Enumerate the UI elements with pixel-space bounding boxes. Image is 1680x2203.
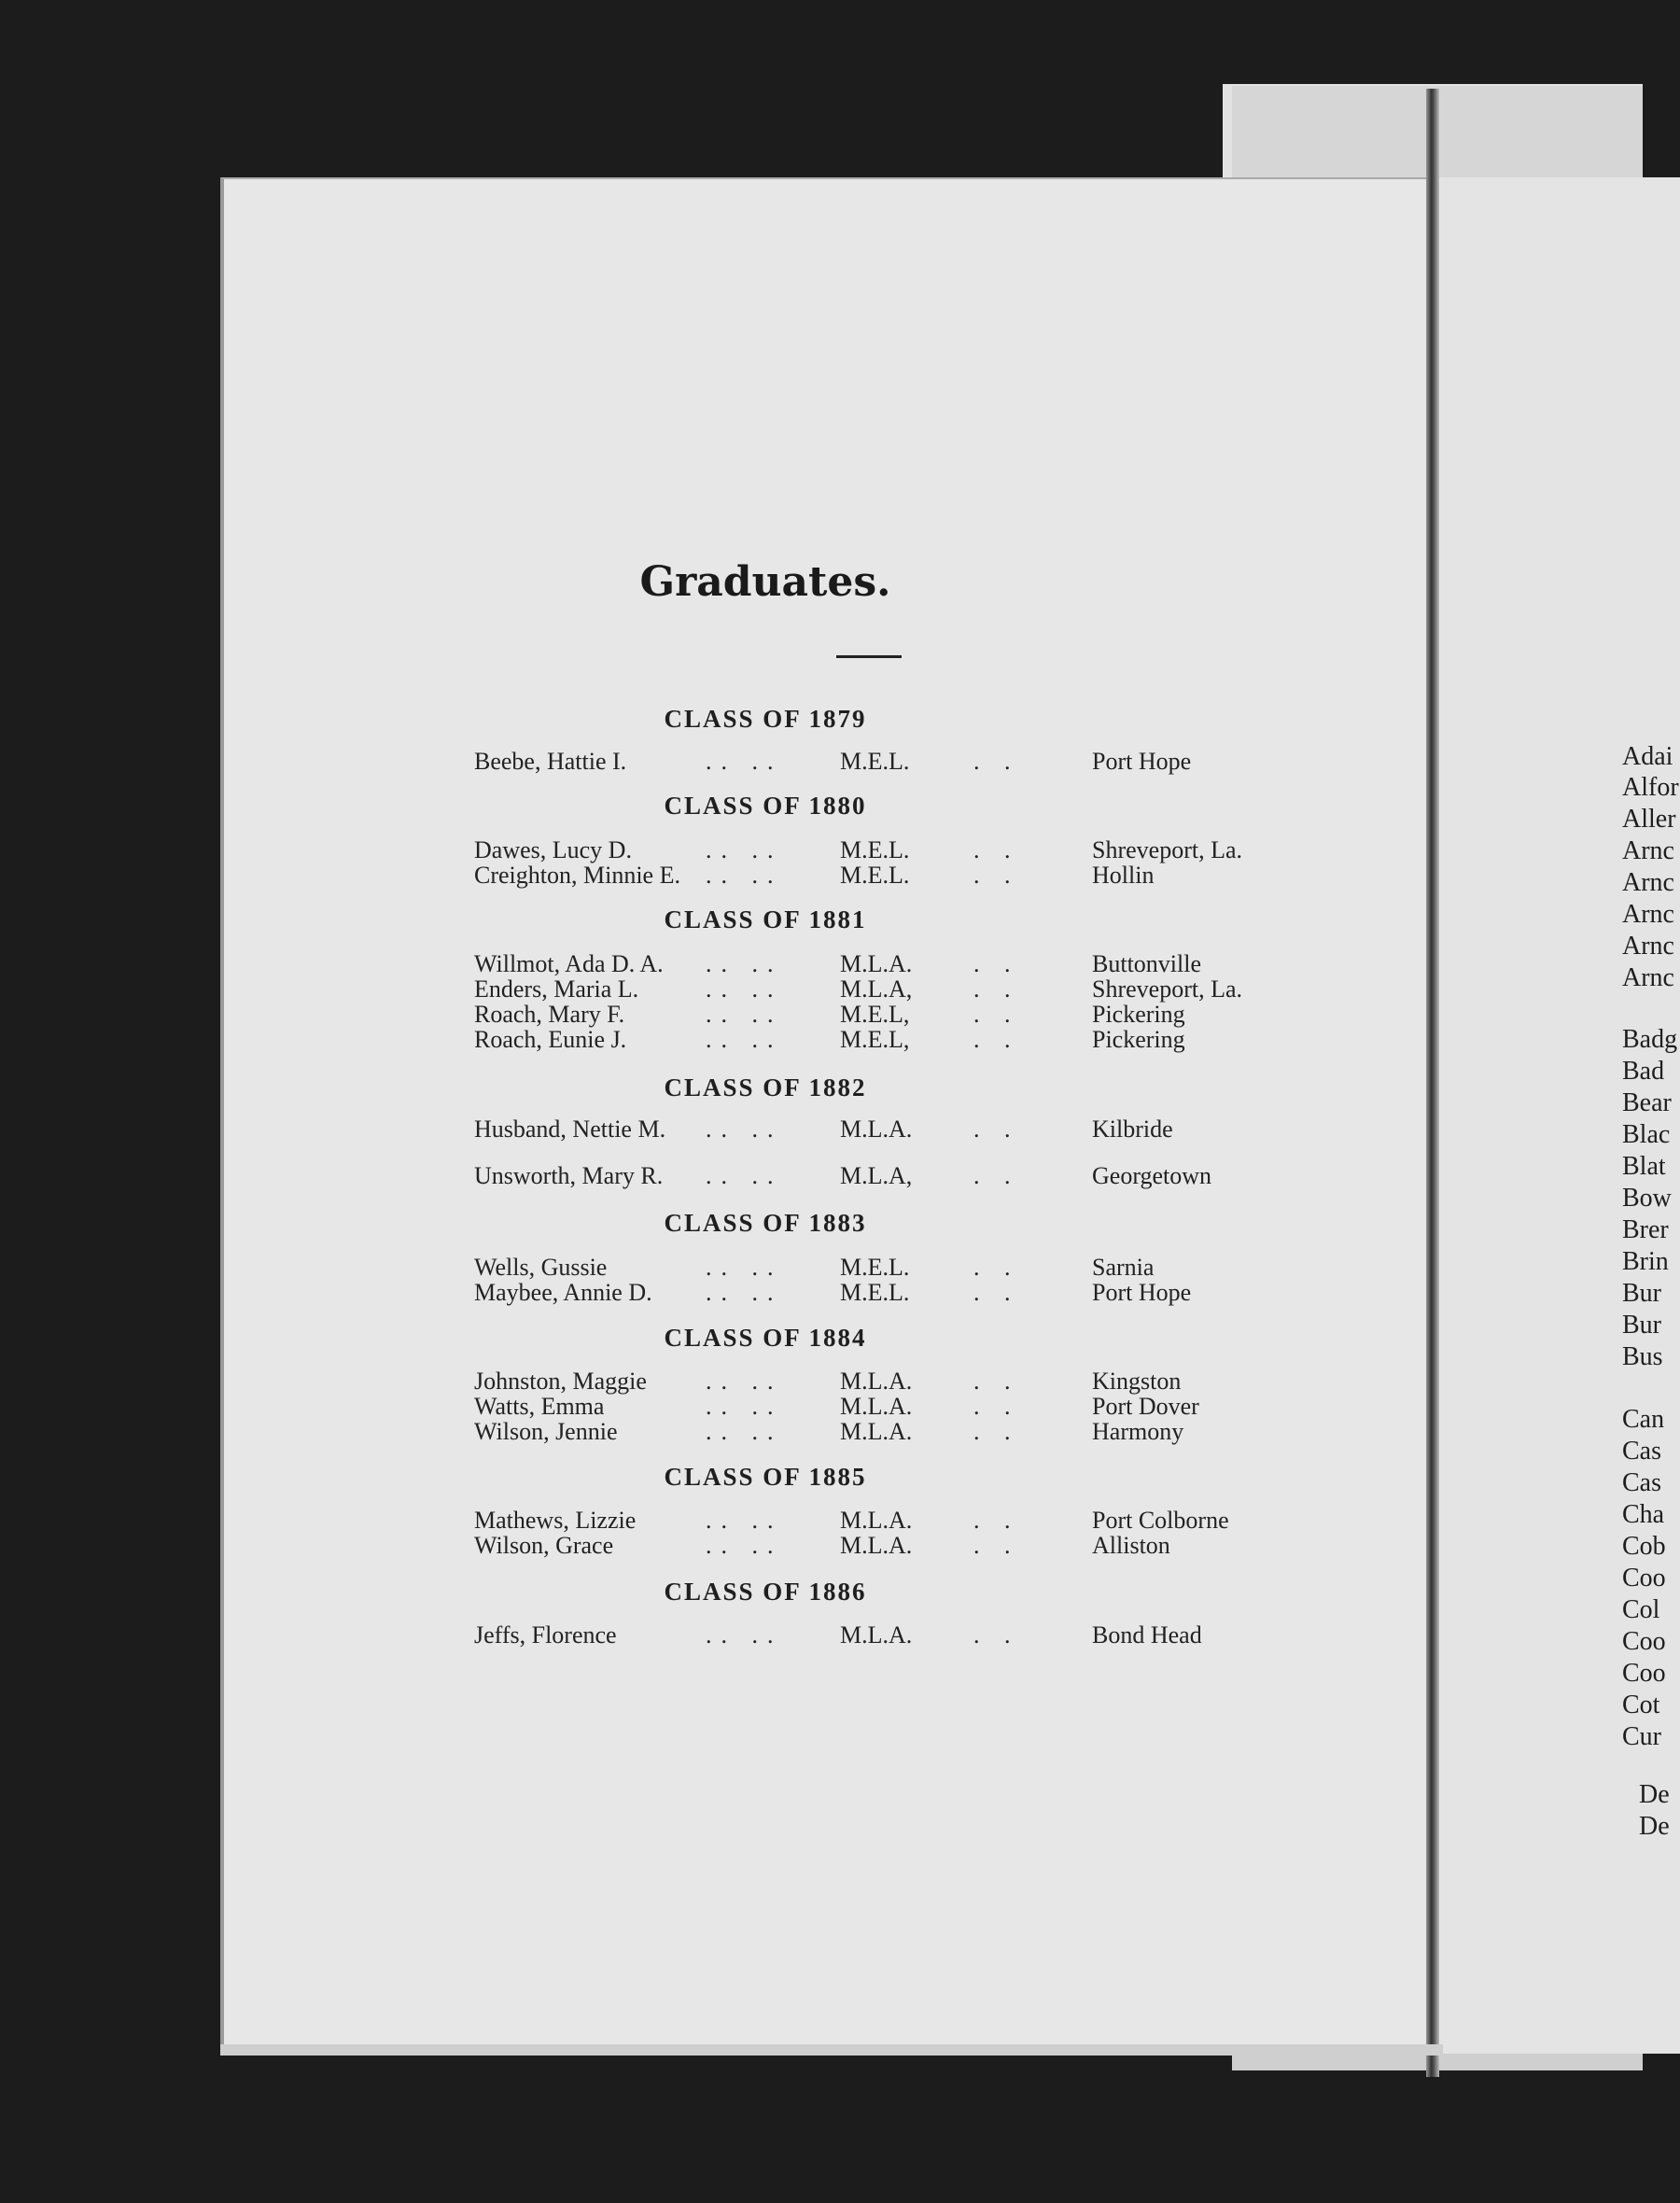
facing-page-word: Arnc — [1622, 932, 1674, 961]
graduate-name: Watts, Emma — [474, 1393, 605, 1420]
facing-page-word: Brer — [1622, 1215, 1669, 1244]
graduate-place: Bond Head — [1092, 1621, 1202, 1649]
facing-page-word: Cas — [1622, 1437, 1661, 1466]
graduate-entry — [474, 748, 1314, 776]
graduate-place: Alliston — [1092, 1532, 1170, 1559]
graduate-place: Kingston — [1092, 1368, 1182, 1395]
class-heading: CLASS OF 1885 — [664, 1463, 867, 1491]
leader-dots: .. .. — [706, 1026, 783, 1053]
class-heading: CLASS OF 1881 — [664, 905, 867, 933]
leader-dots: .. .. — [706, 1279, 783, 1306]
leader-dots: .. .. — [706, 1368, 783, 1395]
leader-dots: . . — [973, 1532, 1020, 1559]
leader-dots: .. .. — [706, 836, 783, 863]
graduate-entry — [474, 1162, 1314, 1190]
graduate-place: Harmony — [1092, 1418, 1184, 1445]
graduate-name: Roach, Eunie J. — [474, 1026, 627, 1053]
leader-dots: .. .. — [706, 950, 783, 977]
leader-dots: . . — [973, 836, 1020, 863]
graduate-place: Pickering — [1092, 1001, 1185, 1028]
graduate-entry — [474, 975, 1314, 1003]
graduate-entry — [474, 1507, 1314, 1535]
graduate-place: Sarnia — [1092, 1254, 1155, 1281]
graduate-degree: M.E.L. — [840, 836, 910, 863]
facing-page-word: Cha — [1622, 1500, 1665, 1529]
graduate-name: Johnston, Maggie — [474, 1368, 647, 1395]
facing-page-word: Coo — [1622, 1627, 1666, 1656]
graduate-degree: M.L.A. — [840, 1116, 913, 1143]
graduate-name: Willmot, Ada D. A. — [474, 950, 664, 977]
facing-page-word: Blac — [1622, 1120, 1671, 1149]
graduate-degree: M.L.A. — [840, 1532, 913, 1559]
graduate-entry — [474, 862, 1314, 890]
facing-page-word: Aller — [1622, 805, 1676, 834]
graduate-name: Enders, Maria L. — [474, 975, 639, 1003]
leader-dots: .. .. — [706, 1001, 783, 1028]
facing-page-word: Cob — [1622, 1532, 1666, 1561]
facing-page-word: Brin — [1622, 1247, 1669, 1276]
graduate-entry — [474, 1393, 1314, 1421]
graduate-entry — [474, 1621, 1314, 1649]
leader-dots: . . — [973, 1621, 1020, 1649]
graduate-degree: M.E.L, — [840, 1026, 910, 1053]
graduate-place: Port Hope — [1092, 748, 1192, 775]
class-heading: CLASS OF 1882 — [664, 1073, 867, 1102]
graduate-degree: M.L.A. — [840, 1368, 913, 1395]
graduate-degree: M.E.L. — [840, 862, 910, 889]
leader-dots: .. .. — [706, 1116, 783, 1143]
graduate-place: Port Hope — [1092, 1279, 1192, 1306]
leader-dots: . . — [973, 1162, 1020, 1189]
class-heading: CLASS OF 1884 — [664, 1324, 867, 1352]
graduate-entry — [474, 1254, 1314, 1282]
graduate-name: Wells, Gussie — [474, 1254, 608, 1281]
graduate-degree: M.L.A, — [840, 975, 913, 1003]
graduate-degree: M.L.A. — [840, 1393, 913, 1420]
leader-dots: .. .. — [706, 1507, 783, 1534]
leader-dots: .. .. — [706, 1621, 783, 1649]
leader-dots: . . — [973, 748, 1020, 775]
facing-page-word: Arnc — [1622, 836, 1674, 865]
page-bottom-edge — [220, 2044, 1443, 2056]
graduate-place: Hollin — [1092, 862, 1155, 889]
facing-page-word: Bur — [1622, 1311, 1661, 1340]
facing-page-word: Cas — [1622, 1468, 1661, 1497]
facing-page-word: Can — [1622, 1405, 1665, 1434]
facing-page-word: Col — [1622, 1595, 1660, 1624]
graduate-name: Maybee, Annie D. — [474, 1279, 652, 1306]
facing-page-word: Coo — [1622, 1659, 1666, 1688]
graduate-name: Jeffs, Florence — [474, 1621, 617, 1649]
graduate-entry — [474, 1418, 1314, 1446]
facing-page-word: De — [1639, 1812, 1670, 1841]
class-heading: CLASS OF 1883 — [664, 1209, 867, 1237]
title-rule — [836, 655, 902, 658]
graduate-degree: M.L.A. — [840, 1507, 913, 1534]
facing-page-word: Bad — [1622, 1057, 1665, 1086]
facing-page-word: Arnc — [1622, 900, 1674, 929]
leader-dots: . . — [973, 1418, 1020, 1445]
leader-dots: . . — [973, 1001, 1020, 1028]
graduate-name: Wilson, Jennie — [474, 1418, 618, 1445]
graduate-name: Creighton, Minnie E. — [474, 862, 680, 889]
facing-page-word: Badg — [1622, 1025, 1678, 1054]
graduate-entry — [474, 1532, 1314, 1560]
graduate-entry — [474, 1279, 1314, 1307]
class-heading: CLASS OF 1886 — [664, 1578, 867, 1606]
leader-dots: . . — [973, 950, 1020, 977]
graduate-place: Pickering — [1092, 1026, 1185, 1053]
facing-page-word: Alfor — [1622, 773, 1679, 802]
graduate-place: Kilbride — [1092, 1116, 1173, 1143]
facing-page-word: Bow — [1622, 1184, 1672, 1213]
graduate-entry — [474, 1116, 1314, 1144]
facing-page-word: Arnc — [1622, 868, 1674, 897]
graduate-degree: M.E.L. — [840, 1279, 910, 1306]
graduate-place: Georgetown — [1092, 1162, 1212, 1189]
leader-dots: .. .. — [706, 1254, 783, 1281]
facing-page-word: Cot — [1622, 1691, 1660, 1719]
graduate-degree: M.E.L. — [840, 1254, 910, 1281]
leader-dots: . . — [973, 1507, 1020, 1534]
graduate-degree: M.E.L. — [840, 748, 910, 775]
leader-dots: . . — [973, 1026, 1020, 1053]
graduate-place: Shreveport, La. — [1092, 836, 1243, 863]
graduate-degree: M.L.A. — [840, 950, 913, 977]
graduate-entry — [474, 1001, 1314, 1029]
graduate-name: Mathews, Lizzie — [474, 1507, 637, 1534]
facing-page-word: Bur — [1622, 1279, 1661, 1308]
leader-dots: .. .. — [706, 862, 783, 889]
graduate-name: Roach, Mary F. — [474, 1001, 625, 1028]
graduate-place: Port Colborne — [1092, 1507, 1229, 1534]
graduate-entry — [474, 950, 1314, 978]
graduate-name: Dawes, Lucy D. — [474, 836, 632, 863]
leader-dots: . . — [973, 1393, 1020, 1420]
leader-dots: . . — [973, 975, 1020, 1003]
leader-dots: . . — [973, 1116, 1020, 1143]
graduate-entry — [474, 836, 1314, 864]
facing-page-word: Adai — [1622, 742, 1673, 771]
leader-dots: . . — [973, 862, 1020, 889]
graduate-entry — [474, 1368, 1314, 1396]
facing-page-word: Bear — [1622, 1088, 1672, 1117]
facing-page-word: Bus — [1622, 1342, 1663, 1371]
graduate-degree: M.E.L, — [840, 1001, 910, 1028]
leader-dots: . . — [973, 1368, 1020, 1395]
graduate-place: Shreveport, La. — [1092, 975, 1243, 1003]
leader-dots: . . — [973, 1279, 1020, 1306]
graduate-place: Port Dover — [1092, 1393, 1199, 1420]
graduate-degree: M.L.A. — [840, 1418, 913, 1445]
leader-dots: .. .. — [706, 1418, 783, 1445]
facing-page-word: De — [1639, 1780, 1670, 1809]
graduate-name: Beebe, Hattie I. — [474, 748, 627, 775]
leader-dots: .. .. — [706, 1162, 783, 1189]
facing-page-word: Cur — [1622, 1722, 1661, 1751]
facing-page-word: Blat — [1622, 1152, 1666, 1181]
leader-dots: .. .. — [706, 975, 783, 1003]
page-title: Graduates. — [639, 558, 891, 606]
leader-dots: .. .. — [706, 1393, 783, 1420]
leader-dots: .. .. — [706, 1532, 783, 1559]
graduate-entry — [474, 1026, 1314, 1054]
graduate-place: Buttonville — [1092, 950, 1201, 977]
class-heading: CLASS OF 1879 — [664, 705, 867, 733]
graduate-name: Unsworth, Mary R. — [474, 1162, 664, 1189]
graduate-degree: M.L.A, — [840, 1162, 913, 1189]
graduate-name: Husband, Nettie M. — [474, 1116, 666, 1143]
graduate-name: Wilson, Grace — [474, 1532, 614, 1559]
leader-dots: .. .. — [706, 748, 783, 775]
graduate-degree: M.L.A. — [840, 1621, 913, 1649]
facing-page-word: Arnc — [1622, 963, 1674, 992]
class-heading: CLASS OF 1880 — [664, 792, 867, 820]
leader-dots: . . — [973, 1254, 1020, 1281]
facing-page-word: Coo — [1622, 1564, 1666, 1593]
